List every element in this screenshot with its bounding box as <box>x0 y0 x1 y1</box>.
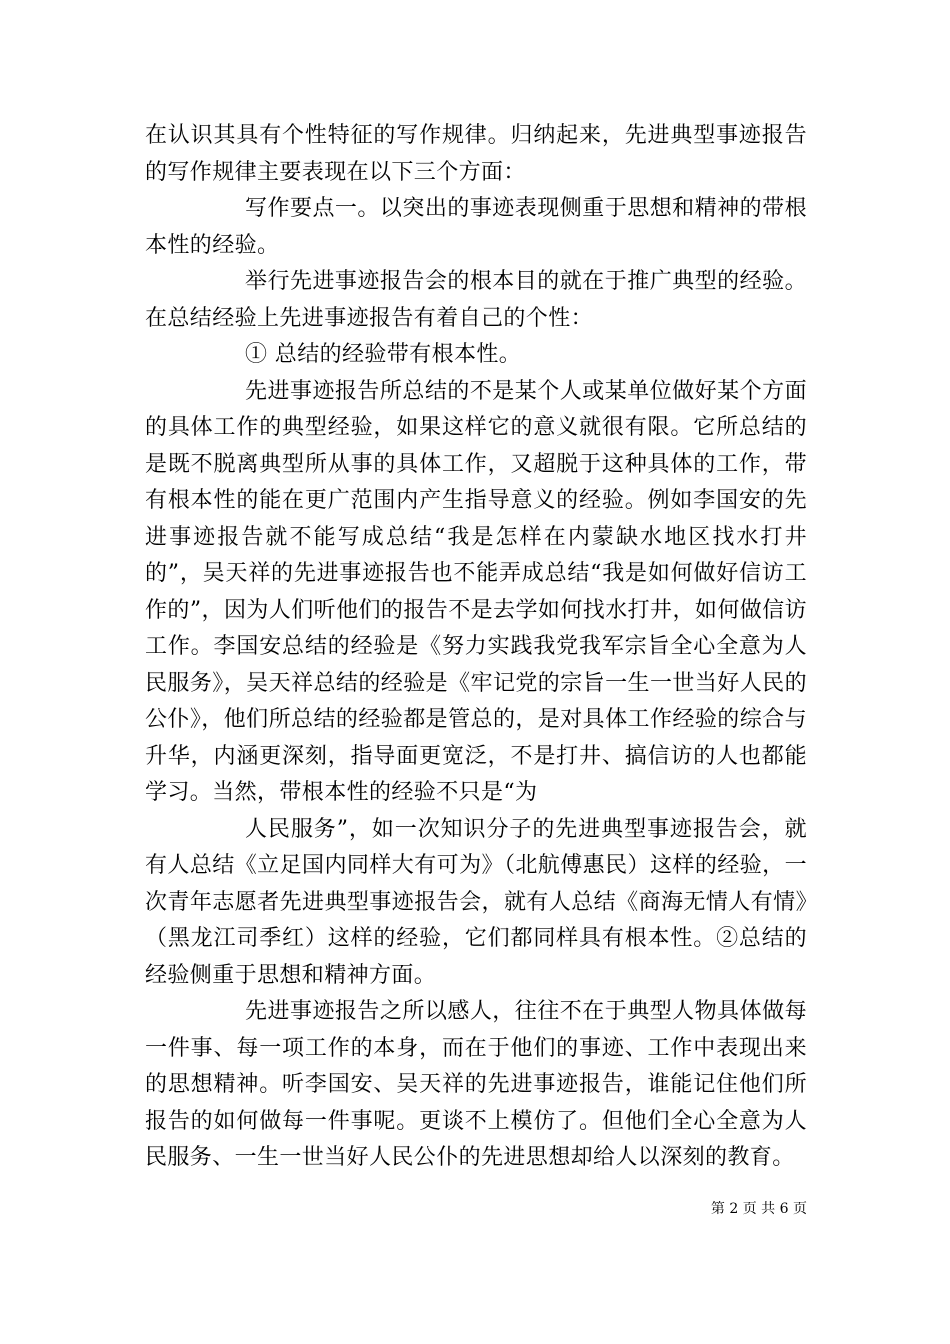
paragraph-5: 先进事迹报告所总结的不是某个人或某单位做好某个方面的具体工作的典型经验，如果这样它的意义就很有限。它所总结的是既不脱离典型所从事的具体工作，又超脱于这种具体的工作，带有根本性的能在更广范围内产生指导意义的经验。例如李国安的先进事迹报告就不能写成总结“我是怎样在内蒙缺水地区找水打井的”，吴天祥的先进事迹报告也不能弄成总结“我是如何做好信访工作的”，因为人们听他们的报告不是去学如何找水打井，如何做信访工作。李国安总结的经验是《努力实践我党我军宗旨全心全意为人民服务》，吴天祥总结的经验是《牢记党的宗旨一生一世当好人民的公仆》，他们所总结的经验都是管总的，是对具体工作经验的综合与升华，内涵更深刻，指导面更宽泛，不是打井、搞信访的人也都能学习。当然，带根本性的经验不只是“为 <box>145 378 807 805</box>
paragraph-4: ① 总结的经验带有根本性。 <box>245 342 522 367</box>
paragraph-2: 写作要点一。以突出的事迹表现侧重于思想和精神的带根本性的经验。 <box>145 196 807 258</box>
paragraph-7: 先进事迹报告之所以感人，往往不在于典型人物具体做每一件事、每一项工作的本身，而在于他们的事迹、工作中表现出来的思想精神。听李国安、吴天祥的先进事迹报告，谁能记住他们所报告的如何做每一件事呢。更谈不上模仿了。但他们全心全意为人民服务、一生一世当好人民公仆的先进思想却给人以深刻的教育。 <box>145 999 807 1170</box>
paragraph-6: 人民服务”，如一次知识分子的先进典型事迹报告会，就有人总结《立足国内同样大有可为》（北航傅惠民）这样的经验，一次青年志愿者先进典型事迹报告会，就有人总结《商海无情人有情》（黑龙江司季红）这样的经验，它们都同样具有根本性。②总结的经验侧重于思想和精神方面。 <box>145 816 807 988</box>
paragraph-3: 举行先进事迹报告会的根本目的就在于推广典型的经验。在总结经验上先进事迹报告有着自己的个性： <box>145 269 807 331</box>
paragraph-1: 在认识其具有个性特征的写作规律。归纳起来，先进典型事迹报告的写作规律主要表现在以下三个方面： <box>145 123 807 185</box>
page-number-footer: 第 2 页 共 6 页 <box>710 1201 807 1217</box>
document-body <box>145 118 807 1177</box>
